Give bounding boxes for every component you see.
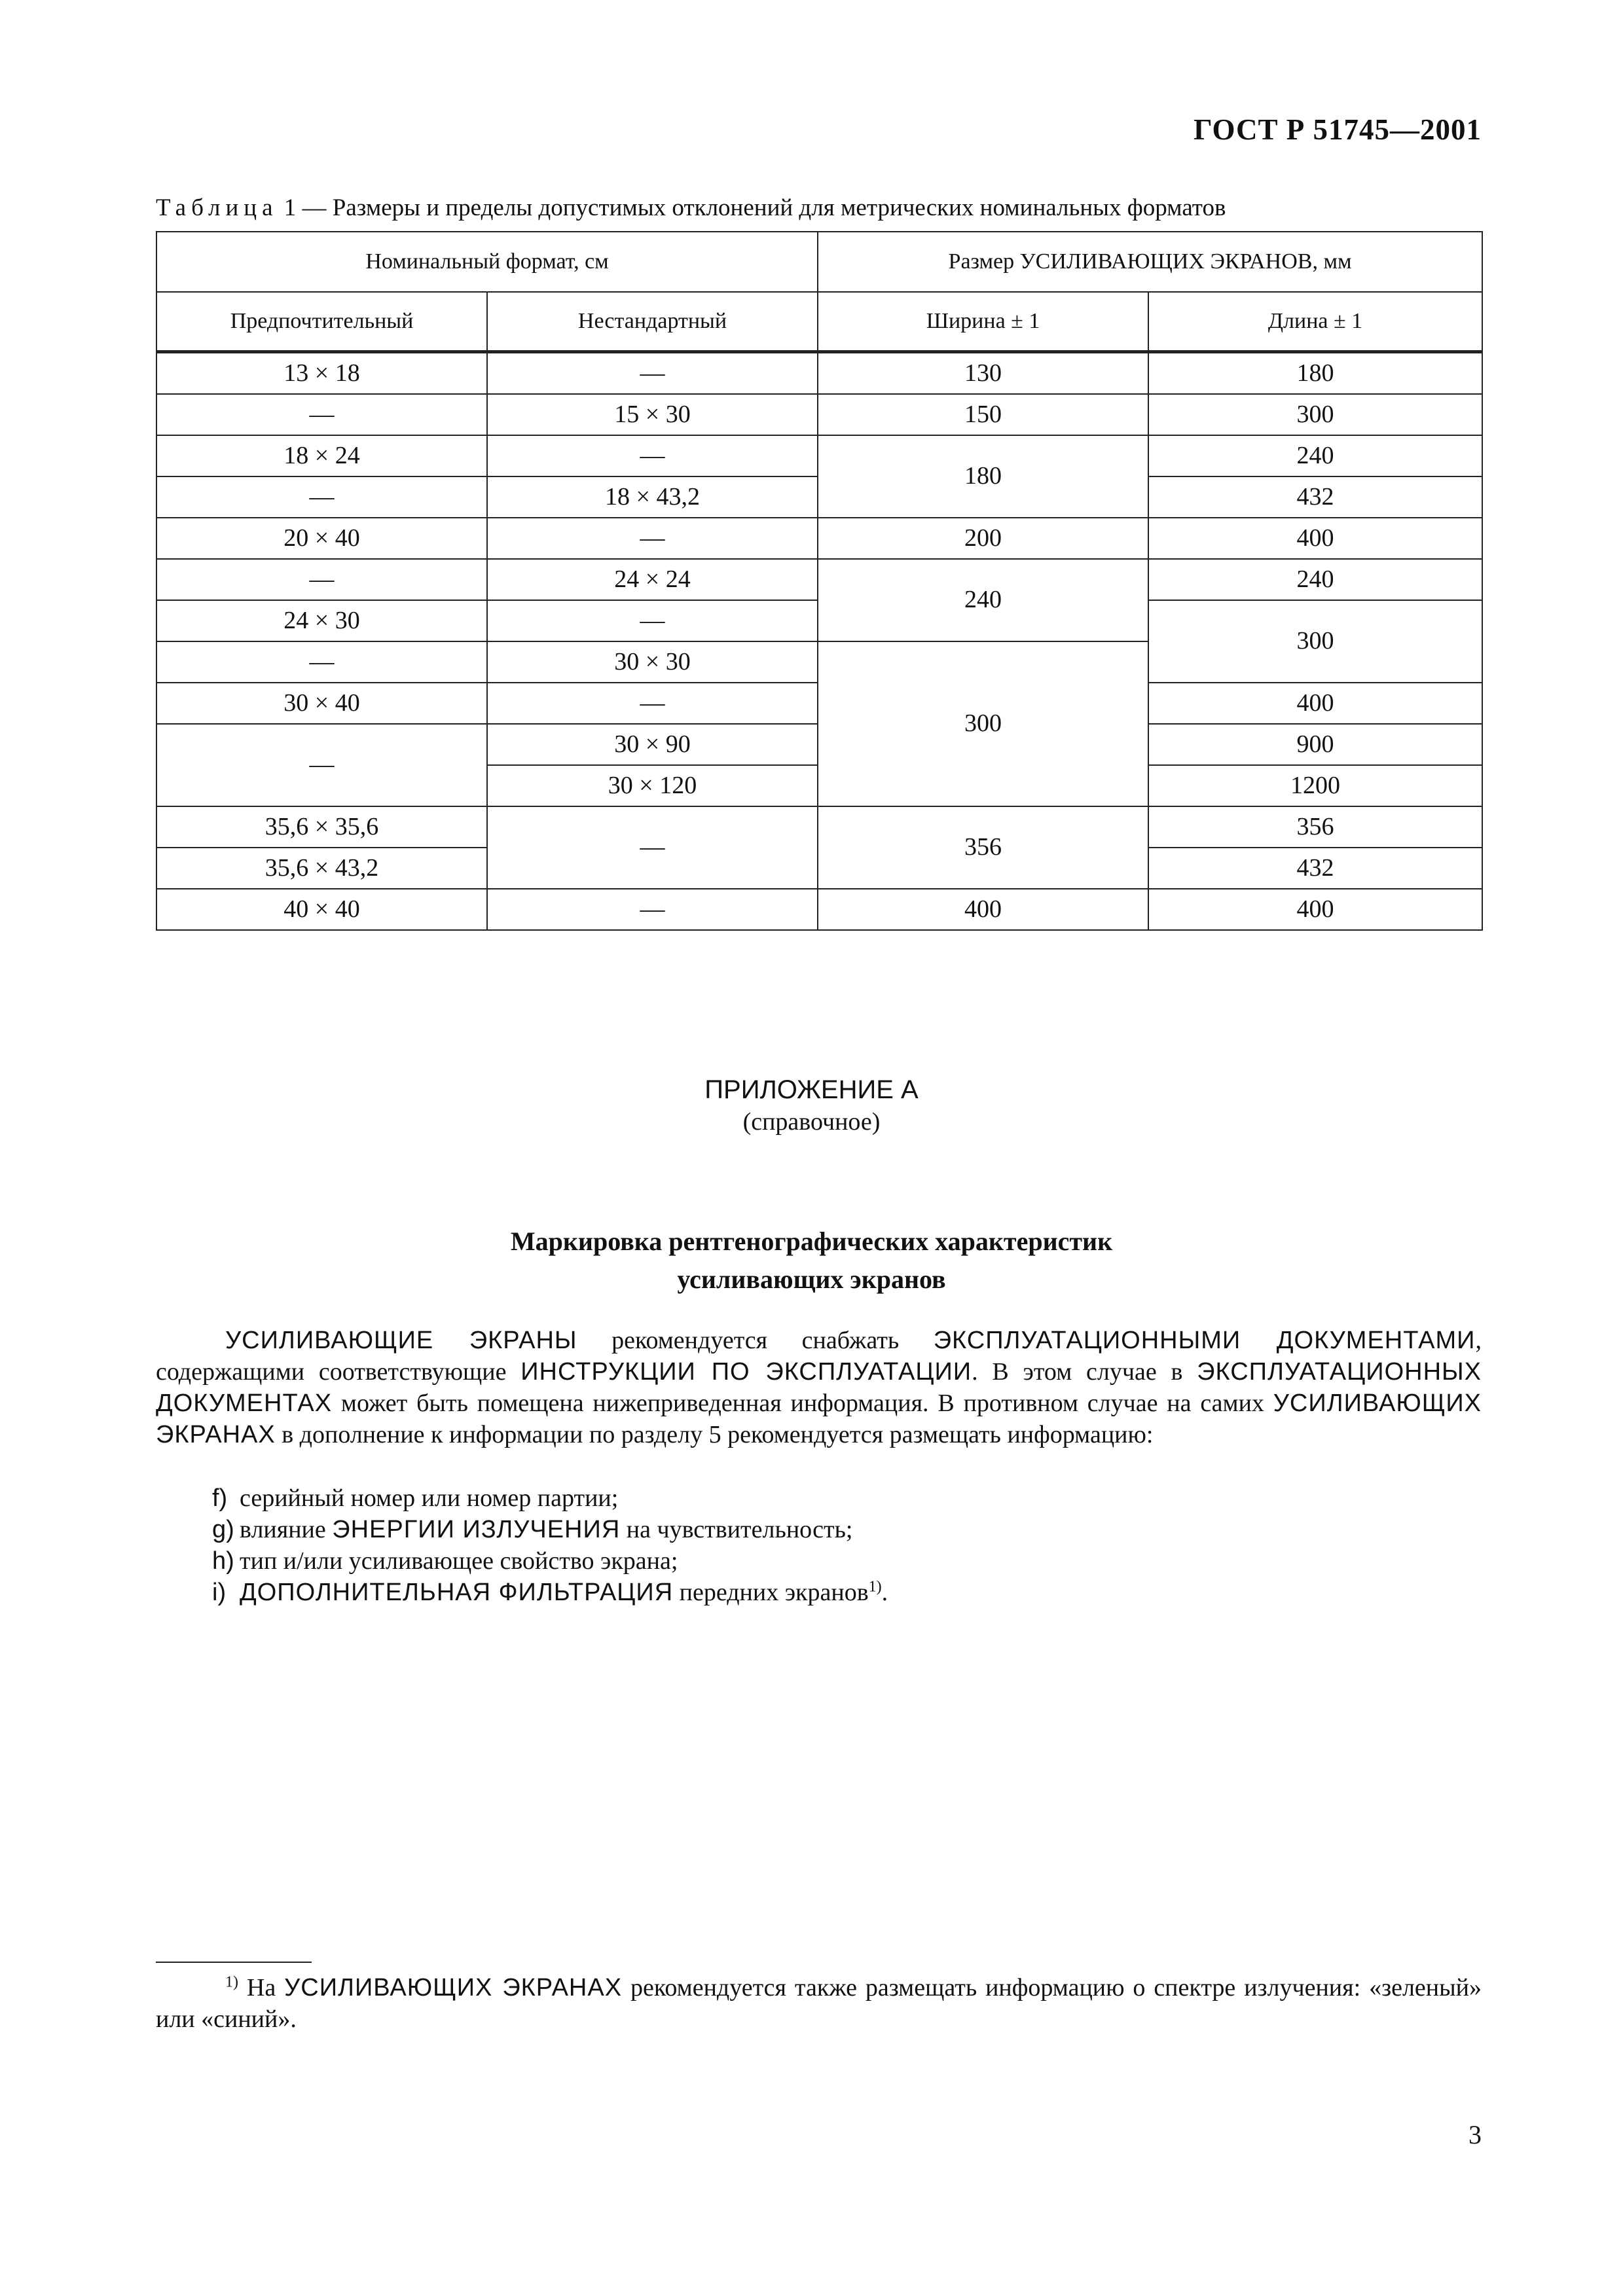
cell-length: 400	[1148, 683, 1482, 724]
table-row	[156, 806, 1482, 848]
heading-line: Маркировка рентгенографических характеристик	[510, 1227, 1113, 1256]
cell-length: 432	[1148, 476, 1482, 518]
table-caption-text: 1 — Размеры и пределы допустимых отклонений для метрических номинальных форматов	[278, 194, 1226, 221]
term: ЭНЕРГИИ ИЗЛУЧЕНИЯ	[332, 1516, 621, 1543]
cell-nonstandard: 30 × 30	[487, 641, 818, 683]
cell-nonstandard: 30 × 120	[487, 765, 818, 806]
cell-width: 150	[818, 394, 1148, 435]
cell-length: 1200	[1148, 765, 1482, 806]
table-header-row	[156, 232, 1482, 292]
list-text: .	[881, 1579, 888, 1606]
cell-width: 200	[818, 518, 1148, 559]
appendix-subtitle: (справочное)	[742, 1108, 881, 1136]
cell-preferred: —	[156, 394, 487, 435]
cell-preferred: —	[156, 476, 487, 518]
page-number: 3	[1468, 2120, 1482, 2149]
group-header-nominal-format: Номинальный формат, см	[156, 232, 818, 292]
appendix-heading	[0, 1223, 1623, 1299]
footnote-ref[interactable]: 1)	[868, 1578, 882, 1596]
cell-width: 130	[818, 352, 1148, 395]
list-text: тип и/или усиливающее свойство экрана;	[240, 1547, 678, 1575]
list-item	[212, 1545, 1482, 1577]
cell-length: 300	[1148, 394, 1482, 435]
body-paragraph	[156, 1325, 1482, 1450]
footnote-marker: 1)	[225, 1973, 238, 1991]
cell-nonstandard: 30 × 90	[487, 724, 818, 765]
table-row	[156, 889, 1482, 930]
footnote-divider	[156, 1962, 312, 1963]
text-run: На	[238, 1974, 285, 2001]
list-text: передних экранов	[673, 1579, 869, 1606]
table-caption-label: Таблица	[156, 194, 278, 221]
text-run: рекомендуется снабжать	[577, 1327, 934, 1354]
term: УСИЛИВАЮЩИЕ ЭКРАНЫ	[225, 1327, 577, 1354]
footnote-text	[156, 1972, 1482, 2035]
table-row	[156, 352, 1482, 395]
cell-preferred: 20 × 40	[156, 518, 487, 559]
term: УСИЛИВАЮЩИХ ЭКРАНАХ	[284, 1974, 623, 2001]
table-subheader-row	[156, 292, 1482, 352]
cell-length: 240	[1148, 559, 1482, 600]
cell-nonstandard: —	[487, 806, 818, 889]
text-run: в дополнение к информации по разделу 5 рекомендуется размещать информацию:	[275, 1421, 1154, 1448]
cell-length: 400	[1148, 889, 1482, 930]
text-run: может быть помещена нижеприведенная информация. В противном случае на самих	[332, 1390, 1273, 1417]
text-run: . В этом случае в	[972, 1358, 1197, 1386]
cell-width: 356	[818, 806, 1148, 889]
table-row	[156, 559, 1482, 600]
cell-nonstandard: —	[487, 889, 818, 930]
cell-length: 400	[1148, 518, 1482, 559]
document-id: ГОСТ Р 51745—2001	[1193, 113, 1482, 146]
heading-line: усиливающих экранов	[677, 1265, 946, 1294]
cell-nonstandard: —	[487, 600, 818, 641]
term: ЭКСПЛУАТАЦИОННЫМИ ДОКУМЕНТАМИ	[933, 1327, 1476, 1354]
list-item	[212, 1577, 1482, 1608]
list-item	[212, 1482, 1482, 1514]
cell-width: 300	[818, 641, 1148, 806]
cell-length: 356	[1148, 806, 1482, 848]
cell-width: 240	[818, 559, 1148, 641]
appendix-title: ПРИЛОЖЕНИЕ А	[704, 1075, 919, 1104]
formats-table	[156, 231, 1483, 931]
cell-length: 180	[1148, 352, 1482, 395]
group-header-screen-size: Размер УСИЛИВАЮЩИХ ЭКРАНОВ, мм	[818, 232, 1482, 292]
table-caption	[156, 194, 1226, 222]
term: ДОПОЛНИТЕЛЬНАЯ ФИЛЬТРАЦИЯ	[240, 1579, 674, 1606]
cell-length: 432	[1148, 848, 1482, 889]
list-marker: h)	[212, 1547, 234, 1575]
list-marker: i)	[212, 1579, 227, 1606]
list-text: на чувствительность;	[620, 1516, 853, 1543]
text-run: , содержащими соответствующие	[156, 1327, 1482, 1386]
term: ИНСТРУКЦИИ ПО ЭКСПЛУАТАЦИИ	[520, 1358, 972, 1386]
column-header-width: Ширина ± 1	[818, 292, 1148, 352]
cell-width: 400	[818, 889, 1148, 930]
term: ЭКСПЛУАТАЦИОННЫХ ДОКУМЕНТАХ	[156, 1358, 1482, 1417]
cell-preferred: 40 × 40	[156, 889, 487, 930]
column-header-preferred: Предпочтительный	[156, 292, 487, 352]
cell-preferred: —	[156, 724, 487, 806]
cell-nonstandard: 24 × 24	[487, 559, 818, 600]
cell-length: 300	[1148, 600, 1482, 683]
cell-nonstandard: —	[487, 352, 818, 395]
info-list	[212, 1482, 1482, 1608]
cell-preferred: 35,6 × 43,2	[156, 848, 487, 889]
term: УСИЛИВАЮЩИХ ЭКРАНАХ	[156, 1390, 1482, 1448]
column-header-nonstandard: Нестандартный	[487, 292, 818, 352]
cell-preferred: 35,6 × 35,6	[156, 806, 487, 848]
table-row	[156, 518, 1482, 559]
cell-nonstandard: 18 × 43,2	[487, 476, 818, 518]
cell-preferred: 18 × 24	[156, 435, 487, 476]
column-header-length: Длина ± 1	[1148, 292, 1482, 352]
cell-nonstandard: —	[487, 683, 818, 724]
list-text: серийный номер или номер партии;	[240, 1484, 619, 1512]
text-run: рекомендуется также размещать информацию о спектре излучения: «зеленый» или «синий».	[156, 1974, 1482, 2033]
footnote	[156, 1972, 1482, 2035]
cell-preferred: —	[156, 641, 487, 683]
paragraph-1	[156, 1325, 1482, 1450]
table-row	[156, 435, 1482, 476]
cell-length: 240	[1148, 435, 1482, 476]
cell-width: 180	[818, 435, 1148, 518]
list-text: влияние	[240, 1516, 333, 1543]
cell-length: 900	[1148, 724, 1482, 765]
list-item	[212, 1514, 1482, 1545]
list-marker: f)	[212, 1484, 228, 1512]
cell-nonstandard: —	[487, 435, 818, 476]
cell-nonstandard: 15 × 30	[487, 394, 818, 435]
table-row	[156, 394, 1482, 435]
list-marker: g)	[212, 1516, 234, 1543]
cell-nonstandard: —	[487, 518, 818, 559]
cell-preferred: 24 × 30	[156, 600, 487, 641]
cell-preferred: 30 × 40	[156, 683, 487, 724]
cell-preferred: 13 × 18	[156, 352, 487, 395]
cell-preferred: —	[156, 559, 487, 600]
